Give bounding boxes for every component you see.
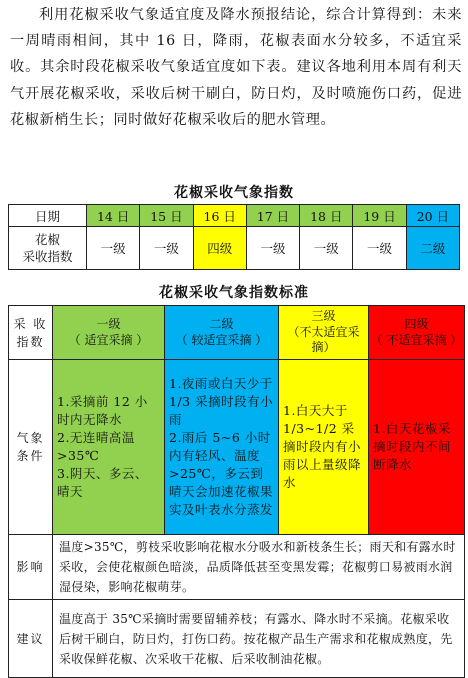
date-cell: 18 日 xyxy=(300,205,353,227)
date-cell: 15 日 xyxy=(140,205,193,227)
level-header-4 xyxy=(369,306,465,360)
level-cell: 一级 xyxy=(300,227,353,270)
level-desc: （不太适宜采摘） xyxy=(287,324,360,355)
level-desc: （ 适宜采摘 ） xyxy=(68,332,149,347)
date-cell: 17 日 xyxy=(246,205,299,227)
condition-cell-2: 1.夜雨或白天少于 1/3 采摘时段有小雨 2.雨后 5~6 小时内有轻风、温度>25℃，多云到晴天会加速花椒果实及叶表水分蒸发 xyxy=(165,360,279,535)
level-cell: 一级 xyxy=(353,227,406,270)
date-cell: 19 日 xyxy=(353,205,406,227)
index-table xyxy=(8,204,460,270)
intro-paragraph: 利用花椒采收气象适宜度及降水预报结论，综合计算得到：未来一周晴雨相间，其中 16 日，降雨，花椒表面水分较多，不适宜采收。其余时段花椒采收气象适宜度如下表。建议各地利用本周有利天气开展花椒采收，采收后树干刷白，防日灼，及时喷施伤口药，促进花椒新梢生长；同时做好花椒采收后的肥水管理。 xyxy=(10,7,462,128)
index-table-title: 花椒采收气象指数 xyxy=(174,185,294,201)
level-cell: 二级 xyxy=(406,227,459,270)
level-header-3 xyxy=(279,306,369,360)
index-row-label-line1: 花椒 xyxy=(34,232,60,247)
header-label-line2: 指数 xyxy=(16,334,45,349)
level-cell: 一级 xyxy=(246,227,299,270)
condition-cell-3: 1.白天大于 1/3~1/2 采摘时段内有小雨以上量级降水 xyxy=(279,360,369,535)
level-header-2 xyxy=(165,306,279,360)
header-label-cell xyxy=(9,306,53,360)
standard-table-title: 花椒采收气象指数标准 xyxy=(159,285,309,301)
level-cell: 一级 xyxy=(87,227,140,270)
date-cell: 20 日 xyxy=(406,205,459,227)
level-desc: （ 不适宜采摘 ） xyxy=(370,332,463,347)
level-name: 二级 xyxy=(209,317,234,331)
impact-text: 温度>35℃，剪枝采收影响花椒水分吸水和新枝条生长；雨天和有露水时采收，会使花椒颜色暗淡，品质降低甚至变黑发霉；花椒剪口易被雨水润湿侵染，影响花椒萌芽。 xyxy=(53,535,465,600)
advice-label: 建议 xyxy=(9,600,53,678)
condition-label-line2: 条件 xyxy=(16,449,45,463)
level-cell: 四级 xyxy=(193,227,246,270)
standard-table xyxy=(8,305,465,678)
level-name: 一级 xyxy=(96,317,121,331)
advice-text: 温度高于 35℃采摘时需要留辅养枝；有露水、降水时不采摘。花椒采收后树干刷白，防日灼，打伤口药。按花椒产品生产需求和花椒成熟度，先采收保鲜花椒、次采收干花椒、后采收制油花椒。 xyxy=(53,600,465,678)
condition-cell-4: 1.白天花椒采摘时段内不间断降水 xyxy=(369,360,465,535)
impact-label: 影响 xyxy=(9,535,53,600)
date-cell: 14 日 xyxy=(87,205,140,227)
date-header: 日期 xyxy=(9,205,87,227)
header-label-line1: 采 收 xyxy=(13,316,48,331)
condition-label-cell xyxy=(9,360,53,535)
index-row-label-line2: 采收指数 xyxy=(22,249,73,264)
level-name: 四级 xyxy=(404,317,429,331)
level-name: 三级 xyxy=(311,309,336,324)
level-cell: 一级 xyxy=(140,227,193,270)
condition-label-line1: 气象 xyxy=(16,431,45,445)
index-row-header xyxy=(9,227,87,270)
condition-cell-1: 1.采摘前 12 小时内无降水 2.无连晴高温>35℃ 3.阴天、多云、晴天 xyxy=(53,360,165,535)
date-cell: 16 日 xyxy=(193,205,246,227)
level-desc: （ 较适宜采摘 ） xyxy=(175,332,268,347)
level-header-1 xyxy=(53,306,165,360)
